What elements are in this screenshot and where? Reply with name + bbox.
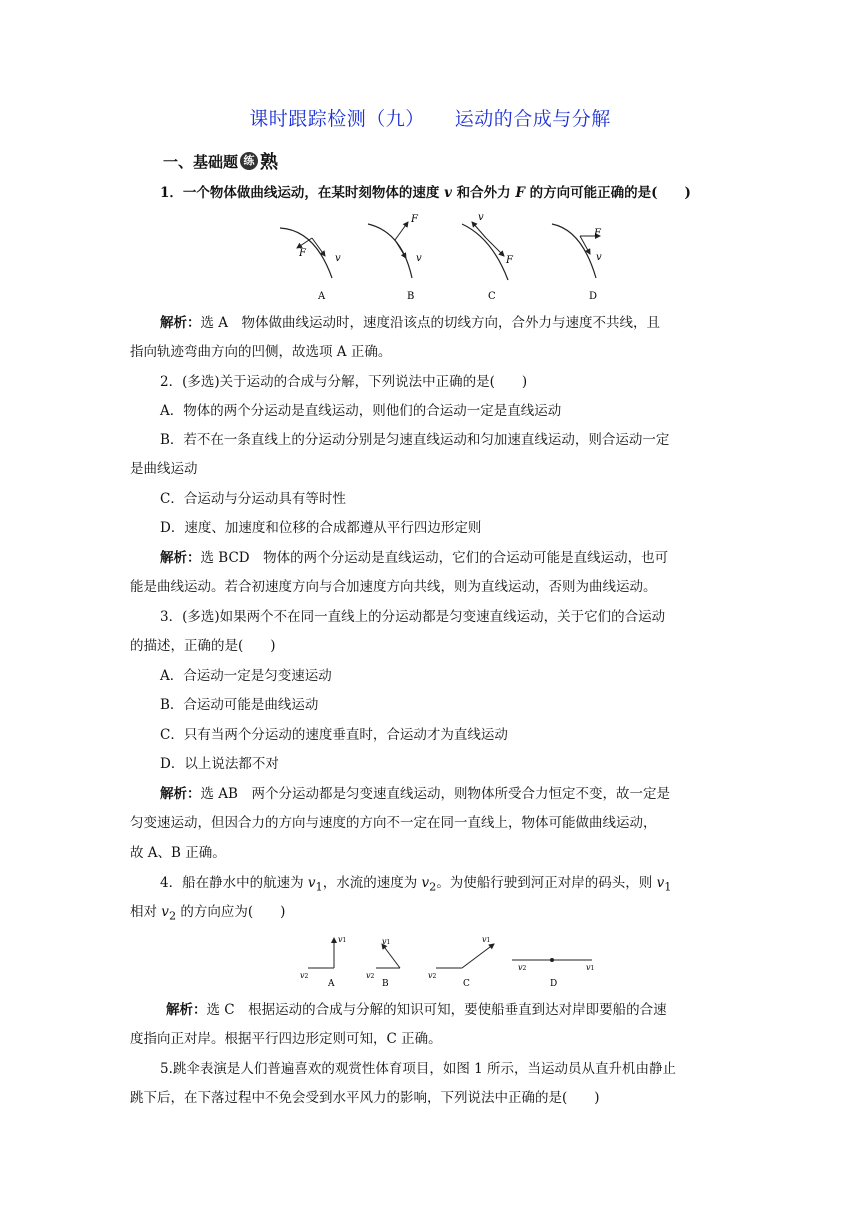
title-sub: 运动的合成与分解 — [454, 108, 611, 130]
option-d-vectors — [512, 958, 594, 989]
q2-option-d: D．速度、加速度和位移的合成都遵从平行四边形定则 — [160, 520, 482, 536]
svg-text:A: A — [328, 979, 335, 989]
svg-text:v: v — [478, 212, 484, 223]
q2-option-b-line2: 是曲线运动 — [130, 461, 198, 477]
q3-option-b: B．合运动可能是曲线运动 — [160, 697, 319, 713]
svg-text:v1: v1 — [586, 963, 595, 972]
svg-text:D: D — [589, 291, 598, 302]
svg-text:F: F — [506, 255, 513, 266]
svg-text:v1: v1 — [338, 935, 347, 944]
q4-analysis-line2: 度指向正对岸。根据平行四边形定则可知，C 正确。 — [130, 1031, 442, 1047]
svg-text:F: F — [594, 228, 601, 239]
svg-text:v2: v2 — [428, 971, 437, 980]
svg-text:C: C — [463, 979, 470, 989]
svg-text:F: F — [299, 248, 306, 259]
svg-text:A: A — [318, 291, 326, 302]
q2-option-c: C．合运动与分运动具有等时性 — [160, 491, 346, 507]
page-title — [0, 104, 860, 131]
section-label: 一、基础题 — [163, 152, 239, 171]
option-a-curve — [280, 228, 341, 302]
q2-analysis-line2: 能是曲线运动。若合初速度方向与合加速度方向共线，则为直线运动，否则为曲线运动。 — [130, 579, 657, 595]
q2-stem: 2．(多选)关于运动的合成与分解，下列说法中正确的是( ) — [160, 374, 528, 390]
q1-analysis-line2: 指向轨迹弯曲方向的凹侧，故选项 A 正确。 — [130, 344, 392, 360]
q2-option-a: A．物体的两个分运动是直线运动，则他们的合运动一定是直线运动 — [160, 403, 562, 419]
title-main: 课时跟踪检测（九） — [249, 108, 425, 130]
q1-stem: 1．一个物体做曲线运动，在某时刻物体的速度 v 和合外力 F 的方向可能正确的是( ) — [160, 185, 691, 201]
familiar-badge: 熟 — [260, 152, 279, 173]
svg-text:v2: v2 — [518, 963, 527, 972]
q4-stem-line1: 4．船在静水中的航速为 $v_1$，水流的速度为 $v_2$。为使船行驶到河正对岸的码头，则 $v_1$ — [160, 875, 672, 894]
option-a-vectors — [300, 935, 346, 989]
q1-analysis-line1: 解析：选 A 物体做曲线运动时，速度沿该点的切线方向，合外力与速度不共线，且 — [160, 315, 661, 331]
q3-analysis-line2: 匀变速运动，但因合力的方向与速度的方向不一定在同一直线上，物体可能做曲线运动， — [130, 815, 657, 831]
svg-text:v1: v1 — [382, 937, 391, 946]
section-heading — [163, 148, 278, 174]
q4-figure — [296, 932, 602, 990]
option-c-curve — [462, 212, 514, 302]
svg-text:D: D — [550, 979, 558, 989]
svg-text:B: B — [407, 291, 415, 302]
q3-option-d: D．以上说法都不对 — [160, 756, 279, 772]
q2-analysis-line1: 解析：选 BCD 物体的两个分运动是直线运动，它们的合运动可能是直线运动，也可 — [160, 550, 669, 566]
option-d-curve — [552, 224, 602, 302]
svg-text:v2: v2 — [300, 971, 309, 980]
svg-text:v: v — [335, 253, 341, 264]
q3-analysis-line1: 解析：选 AB 两个分运动都是匀变速直线运动，则物体所受合力恒定不变，故一定是 — [160, 786, 670, 802]
option-c-vectors — [428, 935, 494, 989]
svg-text:v2: v2 — [366, 971, 375, 980]
svg-text:v: v — [416, 253, 422, 264]
svg-text:v: v — [596, 252, 602, 263]
option-b-curve — [368, 214, 422, 302]
svg-text:F: F — [411, 214, 418, 225]
q4-stem-line2: 相对 $v_2$ 的方向应为( ) — [130, 904, 286, 923]
svg-text:v1: v1 — [482, 935, 491, 944]
practice-badge-icon: 练 — [240, 152, 258, 170]
svg-text:B: B — [382, 979, 389, 989]
svg-text:C: C — [488, 291, 496, 302]
q3-stem-line2: 的描述，正确的是( ) — [130, 638, 276, 654]
q5-stem-line2: 跳下后，在下落过程中不免会受到水平风力的影响，下列说法中正确的是( ) — [130, 1090, 600, 1106]
q3-option-a: A．合运动一定是匀变速运动 — [160, 668, 332, 684]
q1-figure — [270, 208, 620, 306]
q3-analysis-line3: 故 A、B 正确。 — [130, 845, 226, 861]
q5-stem-line1: 5.跳伞表演是人们普遍喜欢的观赏性体育项目，如图 1 所示，当运动员从直升机由静止 — [160, 1061, 677, 1077]
q3-stem-line1: 3．(多选)如果两个不在同一直线上的分运动都是匀变速直线运动，关于它们的合运动 — [160, 609, 666, 625]
q4-analysis-line1: 解析：选 C 根据运动的合成与分解的知识可知，要使船垂直到达对岸即要船的合速 — [166, 1002, 667, 1018]
option-b-vectors — [366, 937, 400, 989]
q2-option-b-line1: B．若不在一条直线上的分运动分别是匀速直线运动和匀加速直线运动，则合运动一定 — [160, 432, 670, 448]
q3-option-c: C．只有当两个分运动的速度垂直时，合运动才为直线运动 — [160, 727, 508, 743]
